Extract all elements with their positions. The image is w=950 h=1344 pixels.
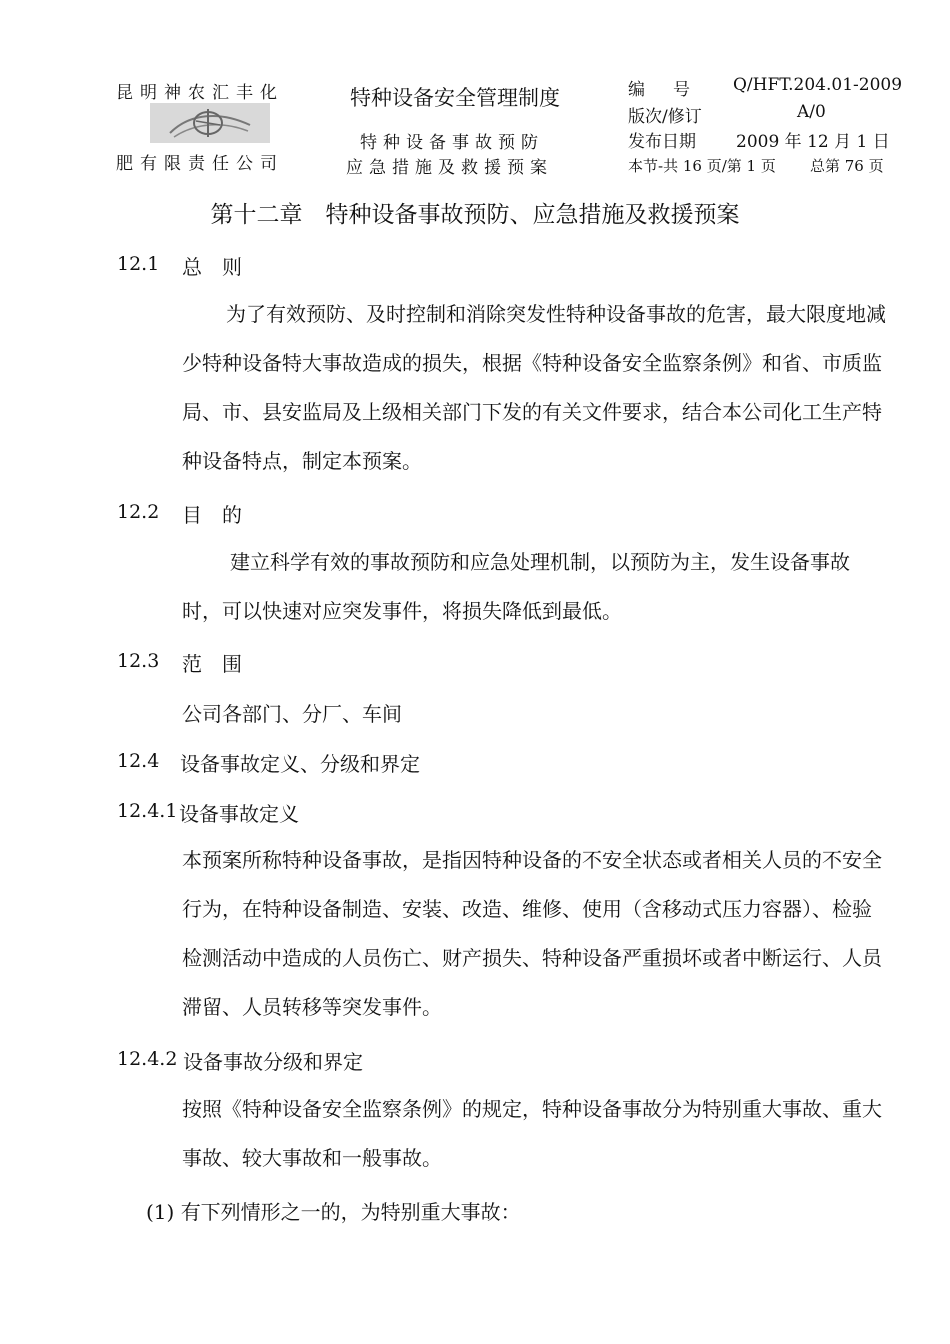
section-title: 设备事故分级和界定	[183, 1050, 363, 1074]
date-label: 发布日期	[628, 132, 696, 152]
paragraph: 建立科学有效的事故预防和应急处理机制，以预防为主，发生设备事故时，可以快速对应突发事件，将损失降低到最低。	[182, 550, 850, 623]
total-pages: 总第 76 页	[810, 157, 884, 175]
section-title: 范 围	[182, 652, 242, 676]
document-subtitle-line2: 应急措施及救援预案	[346, 158, 553, 178]
company-logo	[150, 103, 270, 143]
code-value: Q/HFT.204.01-2009	[733, 75, 903, 95]
section-number: 12.2	[117, 501, 160, 523]
paragraph: 公司各部门、分厂、车间	[182, 702, 402, 726]
section-title: 总 则	[182, 255, 242, 279]
document-subtitle-line1: 特种设备事故预防	[360, 133, 544, 153]
company-name-line1: 昆明神农汇丰化	[116, 83, 284, 103]
section-number: 12.3	[117, 650, 160, 672]
section-number: 12.4	[117, 750, 160, 772]
list-item: (1) 有下列情形之一的，为特别重大事故：	[146, 1200, 521, 1224]
document-title: 特种设备安全管理制度	[350, 86, 560, 110]
section-number: 12.1	[117, 253, 160, 275]
chapter-title: 第十二章 特种设备事故预防、应急措施及救援预案	[210, 202, 740, 228]
section-pages: 本节-共 16 页/第 1 页	[628, 157, 776, 175]
paragraph: 为了有效预防、及时控制和消除突发性特种设备事故的危害，最大限度地减少特种设备特大事故造成的损失，根据《特种设备安全监察条例》和省、市质监局、市、县安监局及上级相关部门下发的有关文件要求，结合本公司化工生产特种设备特点，制定本预案。	[182, 302, 886, 473]
section-number: 12.4.2	[117, 1048, 178, 1070]
version-value: A/0	[797, 102, 826, 122]
logo-emblem-icon	[150, 103, 270, 143]
section-number: 12.4.1	[117, 800, 178, 822]
paragraph: 本预案所称特种设备事故，是指因特种设备的不安全状态或者相关人员的不安全行为，在特种设备制造、安装、改造、维修、使用（含移动式压力容器）、检验检测活动中造成的人员伤亡、财产损失、特种设备严重损坏或者中断运行、人员滞留、人员转移等突发事件。	[182, 848, 882, 1019]
paragraph: 按照《特种设备安全监察条例》的规定，特种设备事故分为特别重大事故、重大事故、较大事故和一般事故。	[182, 1097, 882, 1170]
code-label: 编号	[628, 80, 718, 100]
section-title: 设备事故定义、分级和界定	[180, 752, 420, 776]
version-label: 版次/修订	[628, 107, 702, 127]
section-title: 设备事故定义	[179, 802, 299, 826]
section-title: 目 的	[182, 503, 242, 527]
date-value: 2009 年 12 月 1 日	[736, 132, 890, 152]
company-name-line2: 肥有限责任公司	[116, 154, 284, 174]
